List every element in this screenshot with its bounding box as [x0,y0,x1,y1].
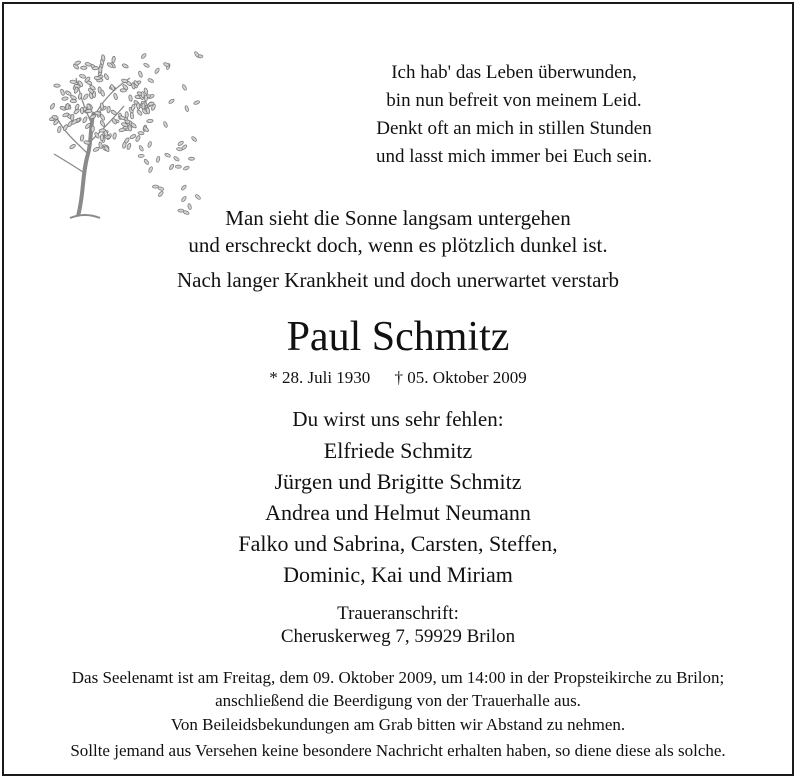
poem-line: Ich hab' das Leben überwunden, [391,62,637,83]
deceased-name: Paul Schmitz [286,314,510,360]
mourner-line: Falko und Sabrina, Carsten, Steffen, [238,531,558,556]
death-date: † 05. Oktober 2009 [394,368,527,387]
notice-line: Das Seelenamt ist am Freitag, dem 09. Oktober 2009, um 14:00 in der Propsteikirche zu Brilon; [71,668,725,687]
poem-line: Denkt oft an mich in stillen Stunden [376,118,652,139]
obituary-notice [2,2,794,776]
poem-line: bin nun befreit von meinem Leid. [386,90,642,111]
life-dates [4,368,792,388]
poem [314,59,714,171]
mourner-line: Jürgen und Brigitte Schmitz [274,469,522,494]
address: Cheruskerweg 7, 59929 Brilon [280,626,516,647]
notice-line: Sollte jemand aus Versehen keine besondere Nachricht erhalten haben, so diene diese als solche. [70,741,726,760]
miss-line: Du wirst uns sehr fehlen: [292,407,504,431]
address-label: Traueranschrift: [337,603,459,624]
quote-line: und erschreckt doch, wenn es plötzlich dunkel ist. [188,233,608,257]
mourner-line: Dominic, Kai und Miriam [283,562,513,587]
intro-text: Nach langer Krankheit und doch unerwartet verstarb [177,268,619,292]
notice-line: Von Beileidsbekundungen am Grab bitten wir Abstand zu nehmen. [170,715,626,734]
quote-line: Man sieht die Sonne langsam untergehen [225,206,571,230]
poem-line: und lasst mich immer bei Euch sein. [376,146,652,167]
mourner-line: Andrea und Helmut Neumann [265,500,531,525]
windblown-tree-icon [40,34,210,224]
notice-line: anschließend die Beerdigung von der Trauerhalle aus. [215,691,581,710]
birth-date: * 28. Juli 1930 [269,368,371,387]
mourner-line: Elfriede Schmitz [323,438,473,463]
